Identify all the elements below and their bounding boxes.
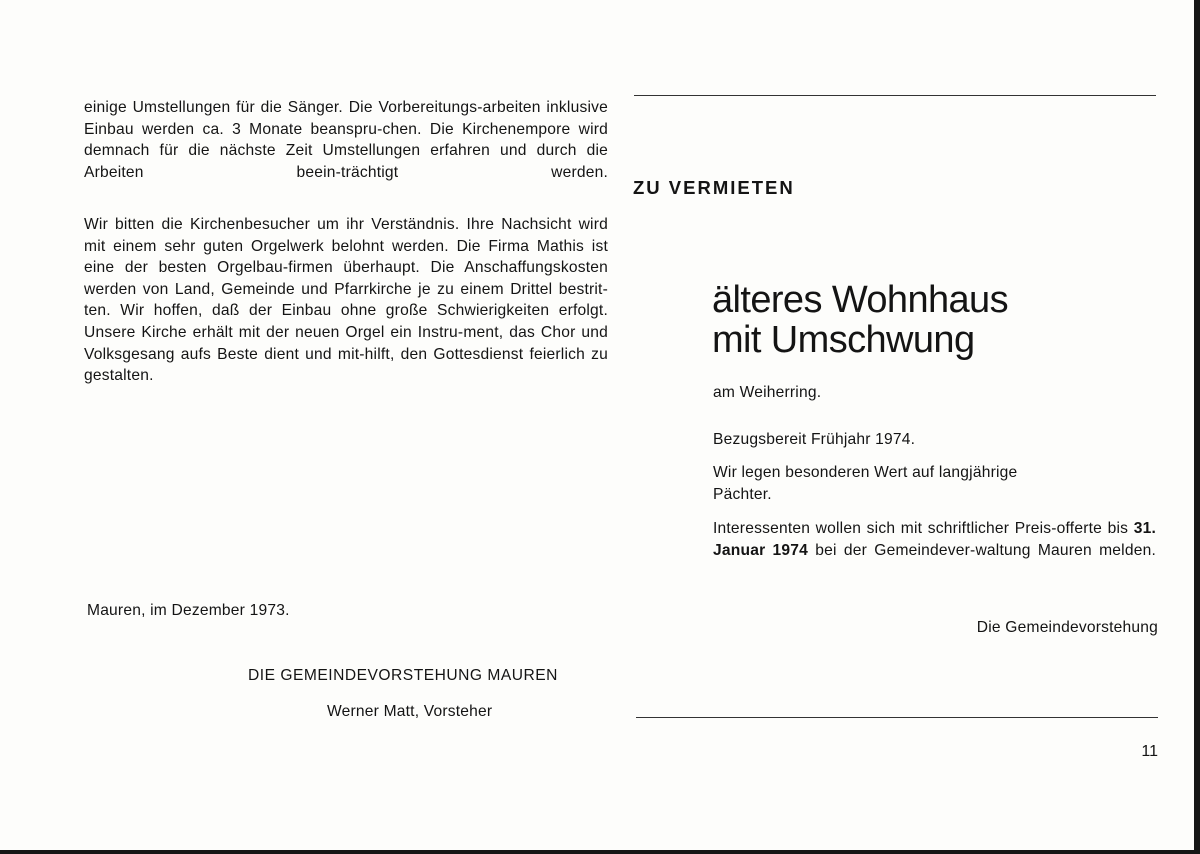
contact-text-after: bei der Gemeindever-waltung Mauren melden. xyxy=(808,541,1156,559)
rental-contact-paragraph xyxy=(713,518,1156,583)
divider-top xyxy=(634,95,1156,96)
paragraph-organ-preparations: einige Umstellungen für die Sänger. Die Vorbereitungs-arbeiten inklusive Einbau werden ca. 3 Monate beanspru-chen. Die Kirchenempore wird demnach für die nächste Zeit Umstellungen erfahren und durch die Arbeiten beein-trächtigt werden. xyxy=(84,99,608,181)
rental-tenants-note: Wir legen besonderen Wert auf langjährige Pächter. xyxy=(713,464,1018,503)
place-date: Mauren, im Dezember 1973. xyxy=(87,602,290,619)
rental-title xyxy=(712,280,1008,360)
divider-bottom xyxy=(636,717,1158,718)
rental-title-line2: mit Umschwung xyxy=(712,319,975,361)
page-number: 11 xyxy=(1141,743,1158,760)
scan-edge-right xyxy=(1194,0,1200,854)
rental-title-line1: älteres Wohnhaus xyxy=(712,279,1008,321)
left-column xyxy=(84,97,608,417)
rental-heading: ZU VERMIETEN xyxy=(633,177,795,198)
rental-signature: Die Gemeindevorstehung xyxy=(976,619,1158,636)
organization-signature: DIE GEMEINDEVORSTEHUNG MAUREN xyxy=(248,667,558,684)
scan-edge-bottom xyxy=(0,850,1200,854)
paragraph-church-visitors: Wir bitten die Kirchenbesucher um ihr Verständnis. Ihre Nachsicht wird mit einem sehr guten Orgelwerk belohnt werden. Die Firma Mathis ist eine der besten Orgelbau-firmen überhaupt. Die Anschaffungskosten werden von Land, Gemeinde und Pfarrkirche je zu einem Drittel bestrit-ten. Wir hoffen, daß der Einbau ohne große Schwierigkeiten erfolgt. Unsere Kirche erhält mit der neuen Orgel ein Instru-ment, das Chor und Volksgesang aufs Beste dient und mit-hilft, den Gottesdienst feierlich zu gestalten. xyxy=(84,215,608,385)
rental-availability: Bezugsbereit Frühjahr 1974. xyxy=(713,431,916,448)
contact-deadline: 31. Januar 1974 xyxy=(713,520,1156,559)
signer-name: Werner Matt, Vorsteher xyxy=(327,703,493,720)
contact-text-before: Interessenten wollen sich mit schriftlicher Preis-offerte bis xyxy=(713,520,1134,537)
rental-location: am Weiherring. xyxy=(713,384,822,401)
